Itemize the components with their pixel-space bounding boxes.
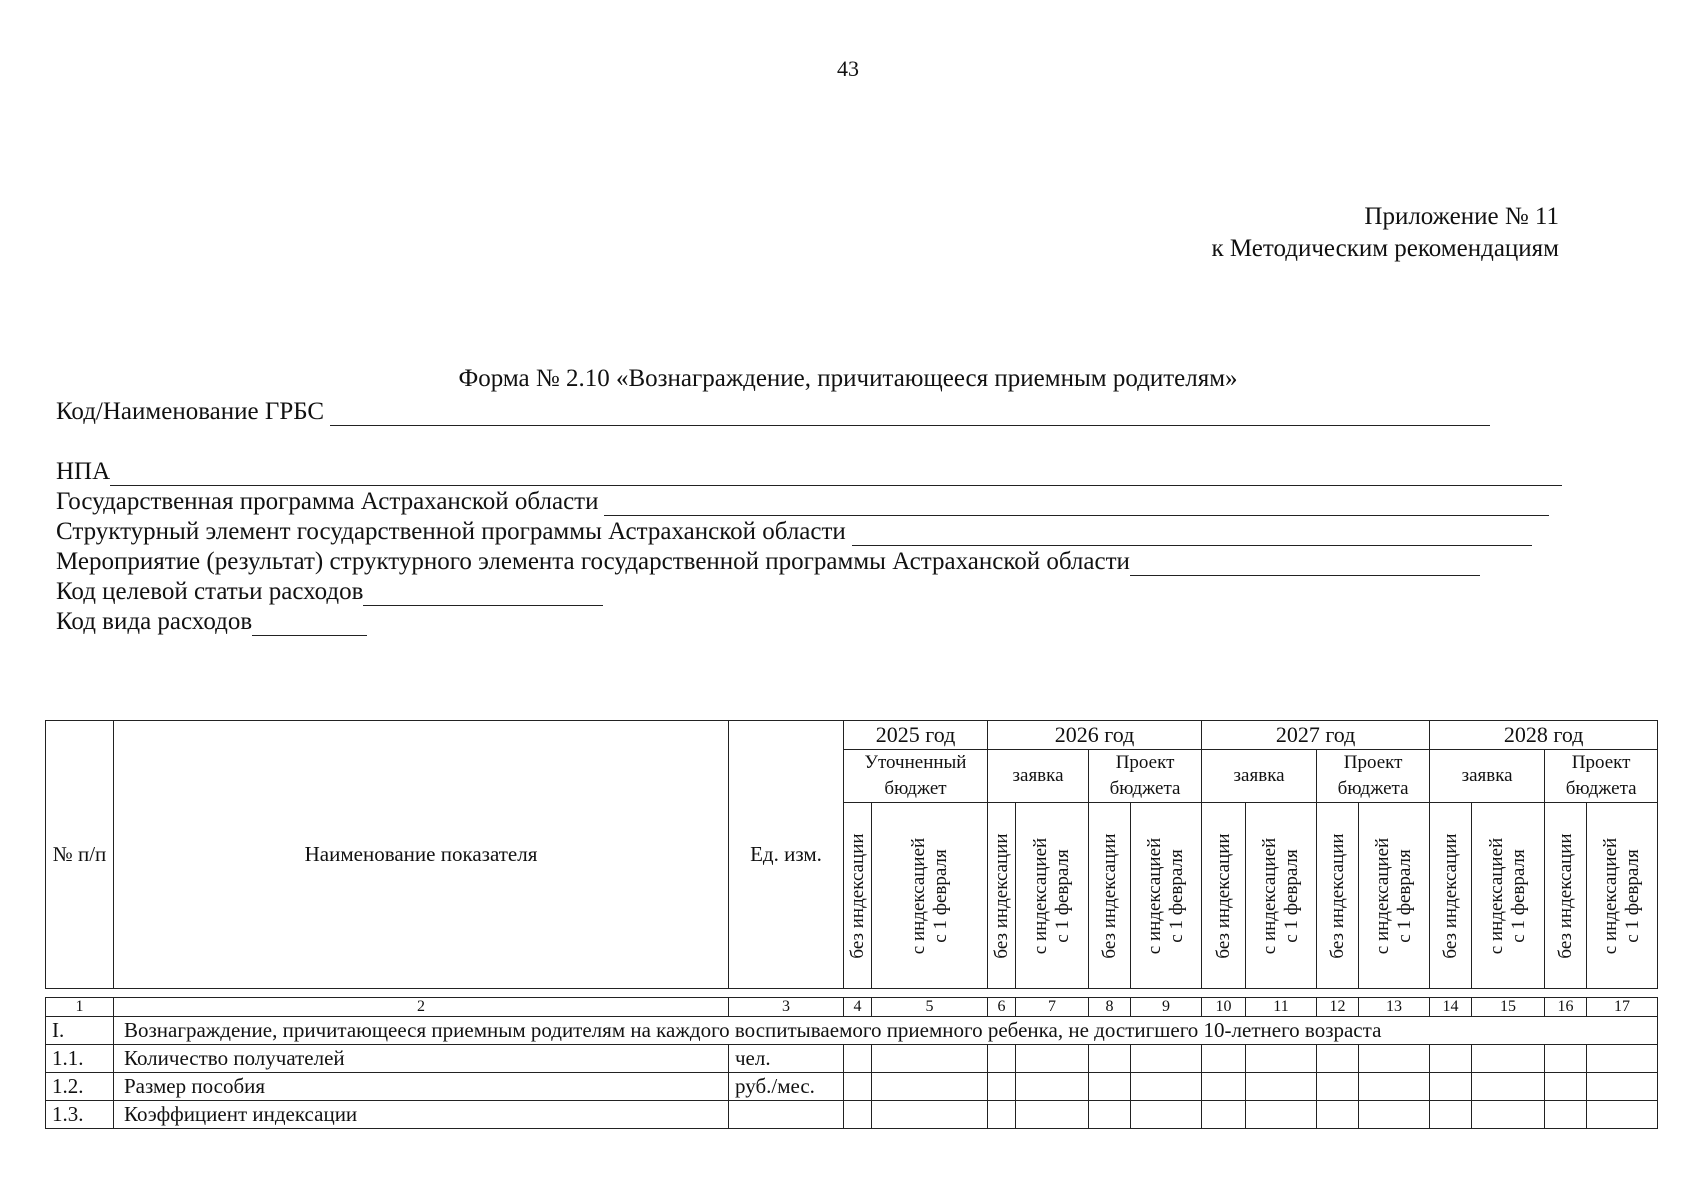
header-col15-with-indexation: с индексацией с 1 февраля: [1472, 803, 1545, 989]
form-title: Форма № 2.10 «Вознаграждение, причитающееся приемным родителям»: [458, 365, 1238, 392]
col-number: 9: [1131, 998, 1202, 1017]
header-col16-without-indexation: без индексации: [1545, 803, 1587, 989]
row-num: 1.2.: [46, 1073, 114, 1101]
header-col6-without-indexation: без индексации: [988, 803, 1016, 989]
field-event-line: [1130, 551, 1480, 576]
row-unit: чел.: [729, 1045, 844, 1073]
header-name: Наименование показателя: [114, 721, 729, 989]
header-2025-refined-budget: Уточненный бюджет: [844, 750, 988, 803]
row-unit: руб./мес.: [729, 1073, 844, 1101]
col-number: 14: [1430, 998, 1472, 1017]
row-num: 1.1.: [46, 1045, 114, 1073]
header-2026-draft-budget: Проект бюджета: [1089, 750, 1202, 803]
header-year-2028: 2028 год: [1430, 721, 1658, 750]
field-target-code-line: [363, 581, 603, 606]
col-number: 16: [1545, 998, 1587, 1017]
indicator-table-header: [45, 720, 1658, 989]
header-col9-with-indexation: с индексацией с 1 февраля: [1131, 803, 1202, 989]
row-name: Вознаграждение, причитающееся приемным родителям на каждого воспитываемого приемного ребенка, не достигшего 10-летнего возраста: [114, 1017, 1658, 1045]
row-name: Количество получателей: [114, 1045, 729, 1073]
column-number-row: [46, 998, 1658, 1017]
field-npa-line: [110, 461, 1562, 486]
col-number: 12: [1317, 998, 1359, 1017]
field-structural-label: Структурный элемент государственной программы Астраханской области: [56, 518, 846, 545]
field-program: [56, 488, 1549, 516]
col-number: 6: [988, 998, 1016, 1017]
col-number: 8: [1089, 998, 1131, 1017]
header-col17-with-indexation: с индексацией с 1 февраля: [1587, 803, 1658, 989]
appendix-note: [1211, 201, 1559, 265]
field-expense-code-label: Код вида расходов: [56, 608, 253, 635]
col-number: 4: [844, 998, 872, 1017]
col-number: 13: [1359, 998, 1430, 1017]
field-target-code-label: Код целевой статьи расходов: [56, 578, 364, 605]
header-year-2025: 2025 год: [844, 721, 988, 750]
field-grbs-line: [330, 401, 1490, 426]
col-number: 5: [872, 998, 988, 1017]
header-year-2026: 2026 год: [988, 721, 1202, 750]
header-col14-without-indexation: без индексации: [1430, 803, 1472, 989]
field-expense-code: [56, 608, 367, 636]
header-2028-request: заявка: [1430, 750, 1545, 803]
header-col12-without-indexation: без индексации: [1317, 803, 1359, 989]
header-col5-with-indexation: с индексацией с 1 февраля: [872, 803, 988, 989]
table-row: [46, 1045, 1658, 1073]
row-num: I.: [46, 1017, 114, 1045]
header-2027-request: заявка: [1202, 750, 1317, 803]
field-expense-code-line: [252, 611, 367, 636]
header-year-2027: 2027 год: [1202, 721, 1430, 750]
header-num: № п/п: [46, 721, 114, 989]
page-number: 43: [837, 56, 859, 81]
col-number: 2: [114, 998, 729, 1017]
row-name: Коэффициент индексации: [114, 1101, 729, 1129]
row-unit: [729, 1101, 844, 1129]
header-col13-with-indexation: с индексацией с 1 февраля: [1359, 803, 1430, 989]
row-name: Размер пособия: [114, 1073, 729, 1101]
col-number: 17: [1587, 998, 1658, 1017]
appendix-line-2: к Методическим рекомендациям: [1211, 235, 1559, 262]
col-number: 15: [1472, 998, 1545, 1017]
header-col8-without-indexation: без индексации: [1089, 803, 1131, 989]
field-npa-label: НПА: [56, 458, 111, 485]
indicator-table-body: [45, 997, 1658, 1129]
col-number: 3: [729, 998, 844, 1017]
header-2028-draft-budget: Проект бюджета: [1545, 750, 1658, 803]
table-row-section: [46, 1017, 1658, 1045]
row-num: 1.3.: [46, 1101, 114, 1129]
col-number: 1: [46, 998, 114, 1017]
col-number: 10: [1202, 998, 1246, 1017]
field-npa: [56, 458, 1562, 486]
field-event: [56, 548, 1480, 576]
field-structural: [56, 518, 1532, 546]
field-event-label: Мероприятие (результат) структурного элемента государственной программы Астраханской области: [56, 548, 1130, 575]
header-unit: Ед. изм.: [729, 721, 844, 989]
table-row: [46, 1101, 1658, 1129]
col-number: 11: [1246, 998, 1317, 1017]
field-grbs: [56, 398, 1490, 426]
header-2027-draft-budget: Проект бюджета: [1317, 750, 1430, 803]
table-row: [46, 1073, 1658, 1101]
field-structural-line: [852, 521, 1532, 546]
header-col4-without-indexation: без индексации: [844, 803, 872, 989]
field-grbs-label: Код/Наименование ГРБС: [56, 398, 325, 425]
col-number: 7: [1016, 998, 1089, 1017]
field-program-line: [604, 491, 1549, 516]
appendix-line-1: Приложение № 11: [1364, 203, 1559, 230]
header-col11-with-indexation: с индексацией с 1 февраля: [1246, 803, 1317, 989]
field-target-code: [56, 578, 603, 606]
header-col7-with-indexation: с индексацией с 1 февраля: [1016, 803, 1089, 989]
header-2026-request: заявка: [988, 750, 1089, 803]
header-col10-without-indexation: без индексации: [1202, 803, 1246, 989]
field-program-label: Государственная программа Астраханской области: [56, 488, 599, 515]
